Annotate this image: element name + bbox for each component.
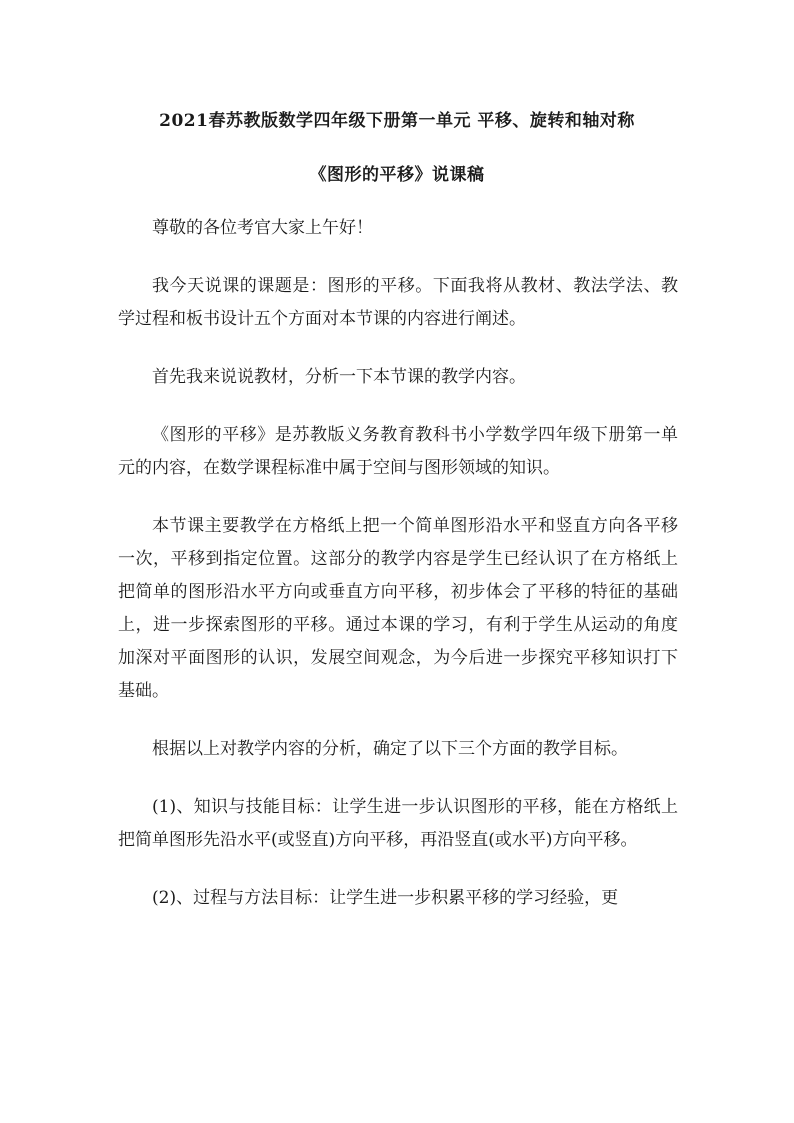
paragraph-topic: 我今天说课的课题是：图形的平移。下面我将从教材、教法学法、教学过程和板书设计五个方面对本节课的内容进行阐述。 (118, 276, 678, 329)
paragraph-textbook-intro: 首先我来说说教材，分析一下本节课的教学内容。 (152, 367, 526, 387)
document-body (118, 212, 678, 940)
document-title: 2021春苏教版数学四年级下册第一单元 平移、旋转和轴对称 (159, 111, 635, 131)
document-subtitle: 《图形的平移》说课稿 (309, 165, 485, 185)
paragraph-objective-1: (1)、知识与技能目标：让学生进一步认识图形的平移，能在方格纸上把简单图形先沿水平(或竖直)方向平移，再沿竖直(或水平)方向平移。 (118, 797, 678, 850)
paragraph-content: 本节课主要教学在方格纸上把一个简单图形沿水平和竖直方向各平移一次，平移到指定位置。这部分的教学内容是学生已经认识了在方格纸上把简单的图形沿水平方向或垂直方向平移，初步体会了平移的特征的基础上，进一步探索图形的平移。通过本课的学习，有利于学生从运动的角度加深对平面图形的认识，发展空间观念，为今后进一步探究平移知识打下基础。 (118, 516, 678, 701)
paragraph-objectives-intro: 根据以上对教学内容的分析，确定了以下三个方面的教学目标。 (152, 739, 628, 759)
paragraph-objective-2: (2)、过程与方法目标：让学生进一步积累平移的学习经验，更 (152, 888, 619, 908)
paragraph-greeting: 尊敬的各位考官大家上午好！ (152, 218, 373, 238)
paragraph-textbook-source: 《图形的平移》是苏教版义务教育教科书小学数学四年级下册第一单元的内容，在数学课程标准中属于空间与图形领域的知识。 (118, 425, 678, 478)
